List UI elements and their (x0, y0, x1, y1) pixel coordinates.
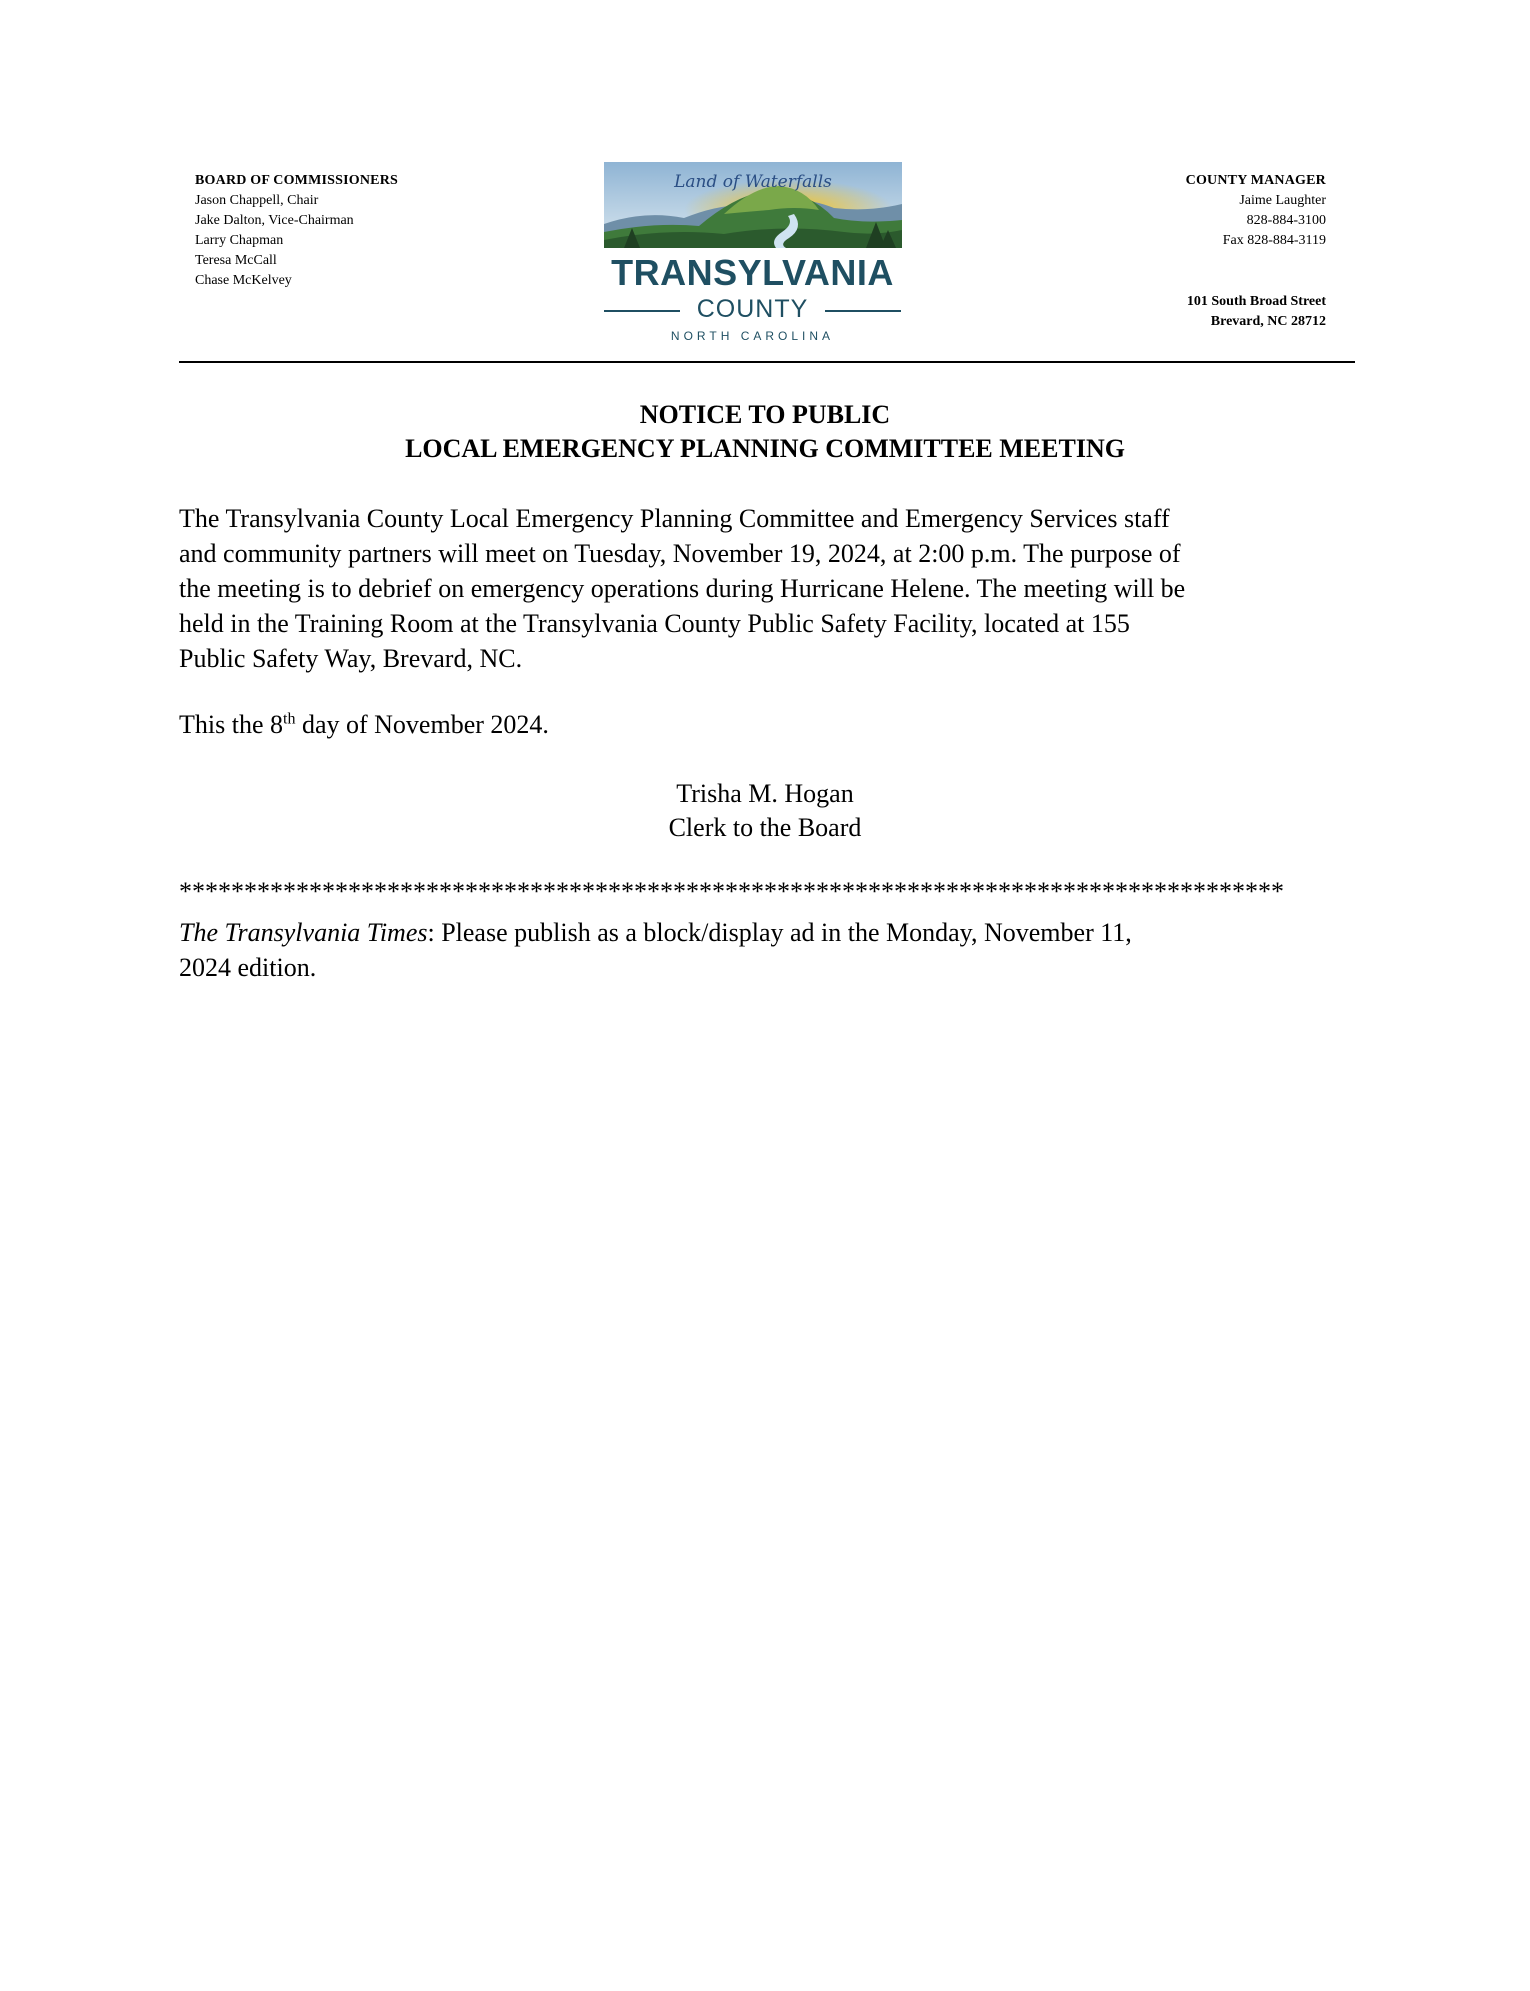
board-member: Chase McKelvey (195, 273, 292, 288)
signer-title: Clerk to the Board (668, 813, 862, 842)
board-member: Teresa McCall (195, 253, 277, 268)
address-city: Brevard, NC 28712 (1210, 314, 1326, 329)
publication-instructions (179, 915, 1132, 985)
notice-subtitle: LOCAL EMERGENCY PLANNING COMMITTEE MEETING (405, 434, 1125, 463)
logo-county-word: COUNTY (696, 295, 809, 323)
dated-line (179, 707, 549, 742)
manager-heading: COUNTY MANAGER (1185, 173, 1326, 188)
county-address (1187, 292, 1326, 332)
notice-title: NOTICE TO PUBLIC (639, 400, 891, 429)
signer-name: Trisha M. Hogan (676, 779, 854, 808)
body-line: The Transylvania County Local Emergency Planning Committee and Emergency Services staff (179, 504, 1170, 533)
dated-ordinal: th (283, 710, 296, 728)
board-heading: BOARD OF COMMISSIONERS (195, 173, 399, 188)
body-line: held in the Training Room at the Transylvania County Public Safety Facility, located at 155 (179, 609, 1130, 638)
body-line: the meeting is to debrief on emergency operations during Hurricane Helene. The meeting will be (179, 574, 1186, 603)
board-of-commissioners (195, 171, 398, 291)
notice-body (179, 501, 1359, 676)
body-line: Public Safety Way, Brevard, NC. (179, 644, 523, 673)
manager-phone: 828-884-3100 (1246, 213, 1326, 228)
manager-fax: Fax 828-884-3119 (1222, 233, 1326, 248)
board-member: Jason Chappell, Chair (195, 193, 319, 208)
board-member: Jake Dalton, Vice-Chairman (195, 213, 354, 228)
instruction-text-continued: 2024 edition. (179, 953, 317, 982)
logo-state: NORTH CAROLINA (670, 329, 835, 343)
publication-name: The Transylvania Times (179, 918, 428, 947)
instruction-text: : Please publish as a block/display ad in the Monday, November 11, (427, 918, 1132, 947)
header-rule (179, 361, 1355, 363)
dated-prefix: This the 8 (179, 710, 283, 739)
board-member: Larry Chapman (195, 233, 284, 248)
logo-tagline: Land of Waterfalls (674, 172, 832, 192)
logo-county-name: TRANSYLVANIA (611, 252, 894, 293)
logo-county-row (600, 295, 905, 325)
separator-line: ************************************************************************************* (179, 877, 1284, 906)
manager-name: Jaime Laughter (1239, 193, 1326, 208)
county-logo (600, 162, 905, 347)
mountains-logo-image (604, 162, 902, 248)
body-line: and community partners will meet on Tuesday, November 19, 2024, at 2:00 p.m. The purpose of (179, 539, 1181, 568)
county-manager (1186, 171, 1326, 251)
dated-suffix: day of November 2024. (295, 710, 549, 739)
address-street: 101 South Broad Street (1186, 294, 1326, 309)
